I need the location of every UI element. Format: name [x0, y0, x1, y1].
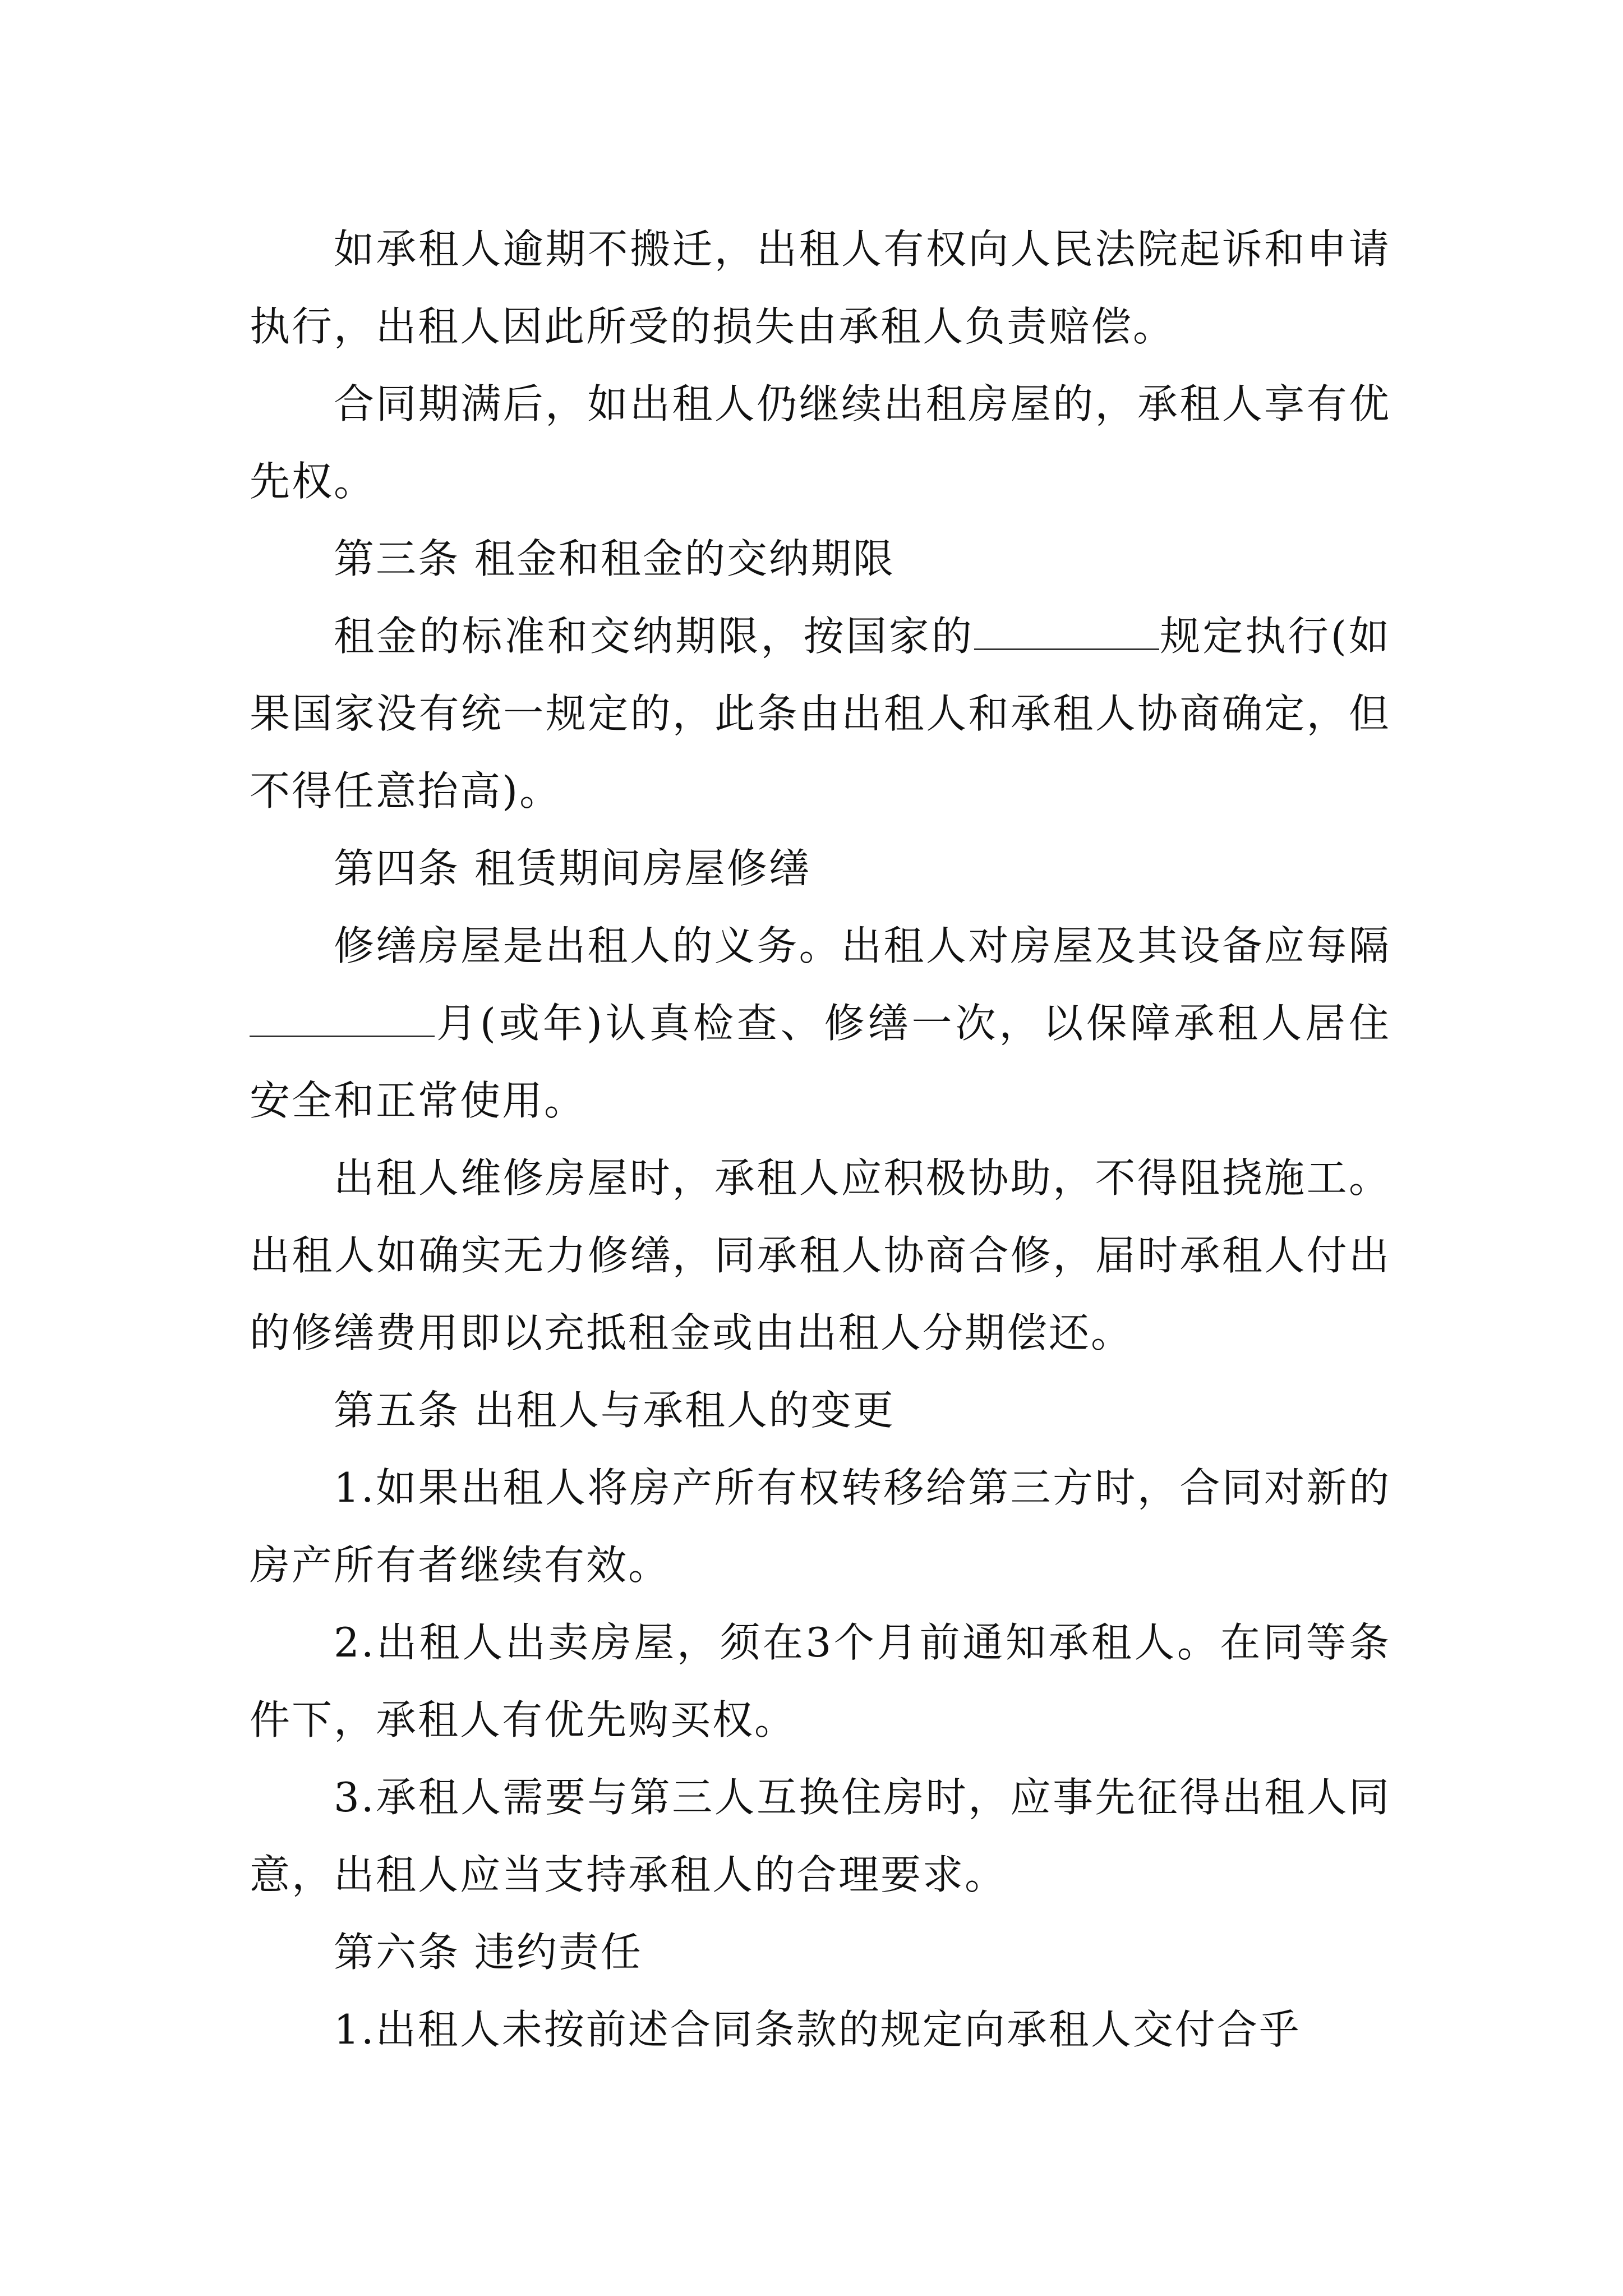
paragraph-repair-duty — [250, 907, 1391, 1139]
fill-in-blank — [250, 1004, 435, 1037]
paragraph-change-1: 1.如果出租人将房产所有权转移给第三方时，合同对新的房产所有者继续有效。 — [250, 1464, 1391, 1589]
article-4-heading: 第四条 租赁期间房屋修缮 — [334, 845, 811, 892]
article-6-heading: 第六条 违约责任 — [334, 1929, 643, 1976]
contract-body — [250, 210, 1391, 2068]
article-5-heading: 第五条 出租人与承租人的变更 — [334, 1387, 895, 1434]
paragraph-change-3: 3.承租人需要与第三人互换住房时，应事先征得出租人同意，出租人应当支持承租人的合理要求。 — [250, 1774, 1391, 1898]
paragraph-eviction: 如承租人逾期不搬迁，出租人有权向人民法院起诉和申请执行，出租人因此所受的损失由承租人负责赔偿。 — [250, 226, 1391, 350]
paragraph-repair-cooperation: 出租人维修房屋时，承租人应积极协助，不得阻挠施工。出租人如确实无力修缮，同承租人协商合修，届时承租人付出的修缮费用即以充抵租金或由出租人分期偿还。 — [250, 1154, 1391, 1356]
paragraph-renewal-priority: 合同期满后，如出租人仍继续出租房屋的，承租人享有优先权。 — [250, 380, 1391, 505]
paragraph-breach-1: 1.出租人未按前述合同条款的规定向承租人交付合乎 — [334, 2006, 1301, 2053]
paragraph-change-2: 2.出租人出卖房屋，须在3个月前通知承租人。在同等条件下，承租人有优先购买权。 — [250, 1619, 1391, 1743]
article-3-heading: 第三条 租金和租金的交纳期限 — [334, 535, 895, 582]
repair-duty-text-after: 月(或年)认真检查、修缮一次，以保障承租人居住安全和正常使用。 — [250, 1000, 1391, 1124]
paragraph-rent-standard — [250, 597, 1391, 830]
repair-duty-text-before: 修缮房屋是出租人的义务。出租人对房屋及其设备应每隔 — [334, 922, 1391, 969]
rent-standard-text-before: 租金的标准和交纳期限，按国家的 — [334, 613, 975, 660]
rent-standard-text-after: 规定执行(如果国家没有统一规定的，此条由出租人和承租人协商确定，但不得任意抬高)。 — [250, 613, 1391, 815]
fill-in-blank — [974, 617, 1159, 650]
